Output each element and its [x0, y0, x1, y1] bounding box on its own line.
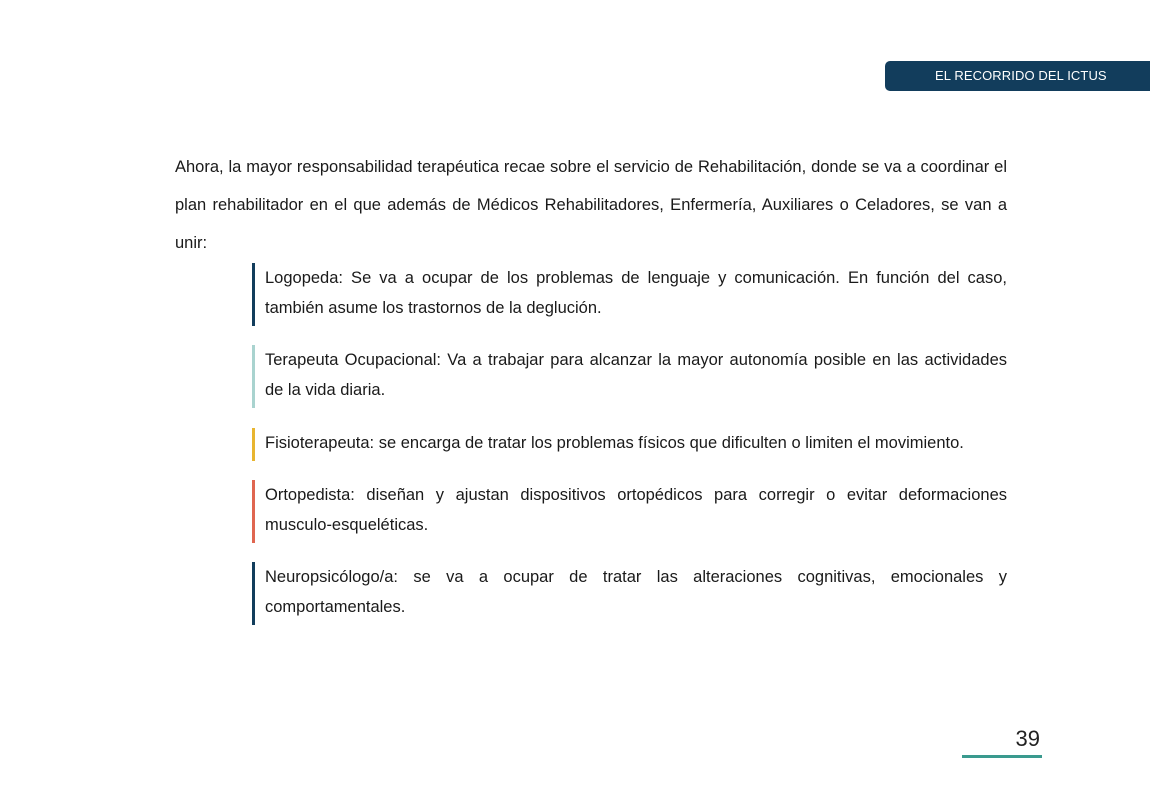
role-description: Ortopedista: diseñan y ajustan dispositivos ortopédicos para corregir o evitar deformaciones musculo-esqueléticas. — [265, 486, 1007, 534]
intro-paragraph: Ahora, la mayor responsabilidad terapéutica recae sobre el servicio de Rehabilitación, donde se va a coordinar el plan rehabilitador en el que además de Médicos Rehabilitadores, Enfermería, Auxiliares o Celadores, se van a unir: — [175, 158, 1007, 252]
role-description: Neuropsicólogo/a: se va a ocupar de tratar las alteraciones cognitivas, emocionales y comportamentales. — [265, 568, 1007, 616]
role-description: Fisioterapeuta: se encarga de tratar los problemas físicos que dificulten o limiten el movimiento. — [265, 434, 964, 452]
section-title: EL RECORRIDO DEL ICTUS — [935, 68, 1107, 83]
role-item-logopeda — [252, 263, 1007, 326]
page-number-underline — [962, 755, 1042, 758]
role-item-ortopedista — [252, 480, 1007, 543]
page-number: 39 — [1015, 726, 1040, 751]
section-header-tab — [885, 61, 1150, 91]
role-item-neuropsicologo — [252, 562, 1007, 625]
role-description: Terapeuta Ocupacional: Va a trabajar para alcanzar la mayor autonomía posible en las actividades de la vida diaria. — [265, 351, 1007, 399]
role-description: Logopeda: Se va a ocupar de los problemas de lenguaje y comunicación. En función del caso, también asume los trastornos de la deglución. — [265, 269, 1007, 317]
role-item-fisioterapeuta — [252, 428, 1007, 461]
role-item-terapeuta-ocupacional — [252, 345, 1007, 408]
